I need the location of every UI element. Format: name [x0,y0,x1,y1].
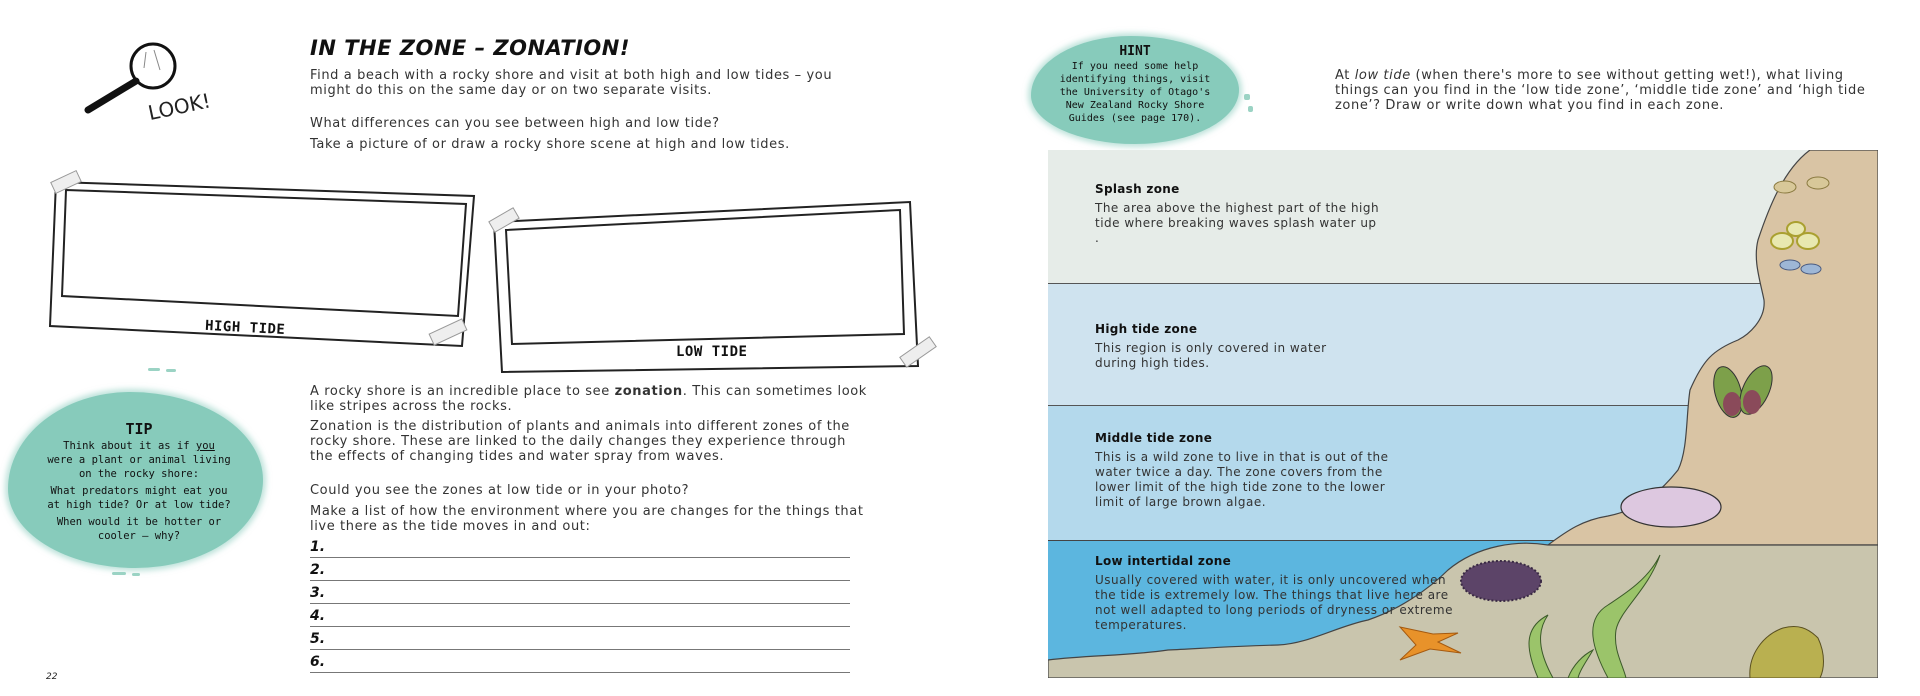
hint-line: the University of Otago's [1059,87,1211,98]
decorative-dash [1244,94,1250,100]
low-tide-photo-frame[interactable] [490,200,940,370]
low-tide-label: LOW TIDE [676,344,748,360]
tip-title: TIP [125,420,153,438]
list-number: 6. [310,654,326,670]
hint-line: identifying things, visit [1059,74,1211,85]
question-paragraph: What differences can you see between high and low tide? [310,116,720,131]
low-intertidal-zone-text [1095,554,1475,633]
answer-input-5[interactable] [332,630,850,648]
high-tide-photo-frame[interactable] [50,176,480,346]
list-item [310,558,850,581]
tip-box [8,420,270,543]
tip-line: cooler – why? [97,530,181,542]
list-item [310,581,850,604]
high-tide-zone-text [1095,322,1415,371]
zone-description: This region is only covered in water during high tides. [1095,341,1327,370]
intro-text: At [1335,68,1355,83]
answer-input-3[interactable] [332,584,850,602]
limpet [1771,233,1793,249]
tip-line: at high tide? Or at low tide? [47,499,231,511]
list-number: 2. [310,562,326,578]
high-tide-label: HIGH TIDE [204,317,286,339]
middle-tide-zone-text [1095,431,1415,510]
decorative-dash [148,368,160,371]
intro-italic: low tide [1354,68,1411,83]
answer-input-2[interactable] [332,561,850,579]
low-tide-instructions [1335,68,1875,113]
decorative-dash [166,369,176,372]
right-page [960,0,1920,696]
decorative-dash [112,572,126,575]
zonation-paragraph [310,384,870,414]
zonation-text: . This can sometimes look like stripes across the rocks. [310,384,867,414]
intro-text: (when there's more to see without getting wet!), what living things can you find in the ‘low tide zone’, ‘middle tide zone’ and ‘high tide zone’? Draw or write down what you find in each zone. [1335,68,1866,113]
tip-line: What predators might eat you [50,485,228,497]
zone-title: Middle tide zone [1095,431,1213,445]
mussel-inner [1743,390,1761,414]
intro-paragraph: Find a beach with a rocky shore and visit at both high and low tides – you might do this on the same day or on two separate visits. [310,68,833,98]
tip-line [8,439,270,453]
hint-line: Guides (see page 170). [1068,113,1202,124]
periwinkle [1801,264,1821,274]
decorative-dash [1248,106,1253,112]
decorative-dash [132,573,140,576]
zone-description: The area above the highest part of the high tide where breaking waves splash water up . [1095,201,1380,245]
zonation-bold: zonation [614,384,683,399]
rock-cliff [1548,150,1878,545]
paua-shell [1621,487,1721,527]
answer-input-1[interactable] [332,538,850,556]
rocky-shore-zonation-illustration [1048,150,1878,678]
list-number: 4. [310,608,326,624]
page-number: 22 [46,672,58,682]
mussel-inner [1723,392,1741,416]
zone-description: This is a wild zone to live in that is out of the water twice a day. The zone covers from the lower limit of the high tide zone to the lower limit of large brown algae. [1095,450,1389,509]
zonation-definition: Zonation is the distribution of plants and animals into different zones of the rocky shore. These are linked to the daily changes they experience through the effects of changing tides and water spray from waves. [310,419,850,464]
look-text: LOOK! [145,88,213,123]
zone-title: Low intertidal zone [1095,554,1232,568]
tip-line: on the rocky shore: [78,468,200,480]
zone-title: High tide zone [1095,322,1198,336]
photo-question: Could you see the zones at low tide or in your photo? [310,483,690,498]
list-number: 3. [310,585,326,601]
instruction-paragraph: Take a picture of or draw a rocky shore scene at high and low tides. [310,137,790,152]
limpet [1797,233,1819,249]
magnifying-glass-icon [78,38,253,123]
periwinkle [1780,260,1800,270]
answer-input-6[interactable] [332,653,850,671]
zone-description: Usually covered with water, it is only uncovered when the tide is extremely low. The things that live here are not well adapted to long periods of dryness or extreme temperatures. [1095,573,1454,632]
list-item [310,535,850,558]
tip-line: were a plant or animal living [47,454,231,466]
hint-line: New Zealand Rocky Shore [1065,100,1205,111]
zone-title: Splash zone [1095,182,1180,196]
hint-title: HINT [1119,44,1151,59]
list-number: 1. [310,539,326,555]
hint-box [1031,44,1239,125]
list-instruction: Make a list of how the environment where you are changes for the things that live there as the tide moves in and out: [310,504,864,534]
splash-zone-text [1095,182,1415,246]
barnacle [1774,181,1796,193]
zonation-text: A rocky shore is an incredible place to see [310,384,615,399]
page-title: IN THE ZONE – ZONATION! [310,36,630,60]
barnacle [1807,177,1829,189]
list-number: 5. [310,631,326,647]
hint-line: If you need some help [1071,61,1199,72]
tip-text: Think about it as if [63,440,196,452]
answer-list [310,535,850,673]
list-item [310,604,850,627]
tip-line: When would it be hotter or [56,516,222,528]
answer-input-4[interactable] [332,607,850,625]
list-item [310,650,850,673]
tip-underlined-word: you [195,440,215,452]
list-item [310,627,850,650]
